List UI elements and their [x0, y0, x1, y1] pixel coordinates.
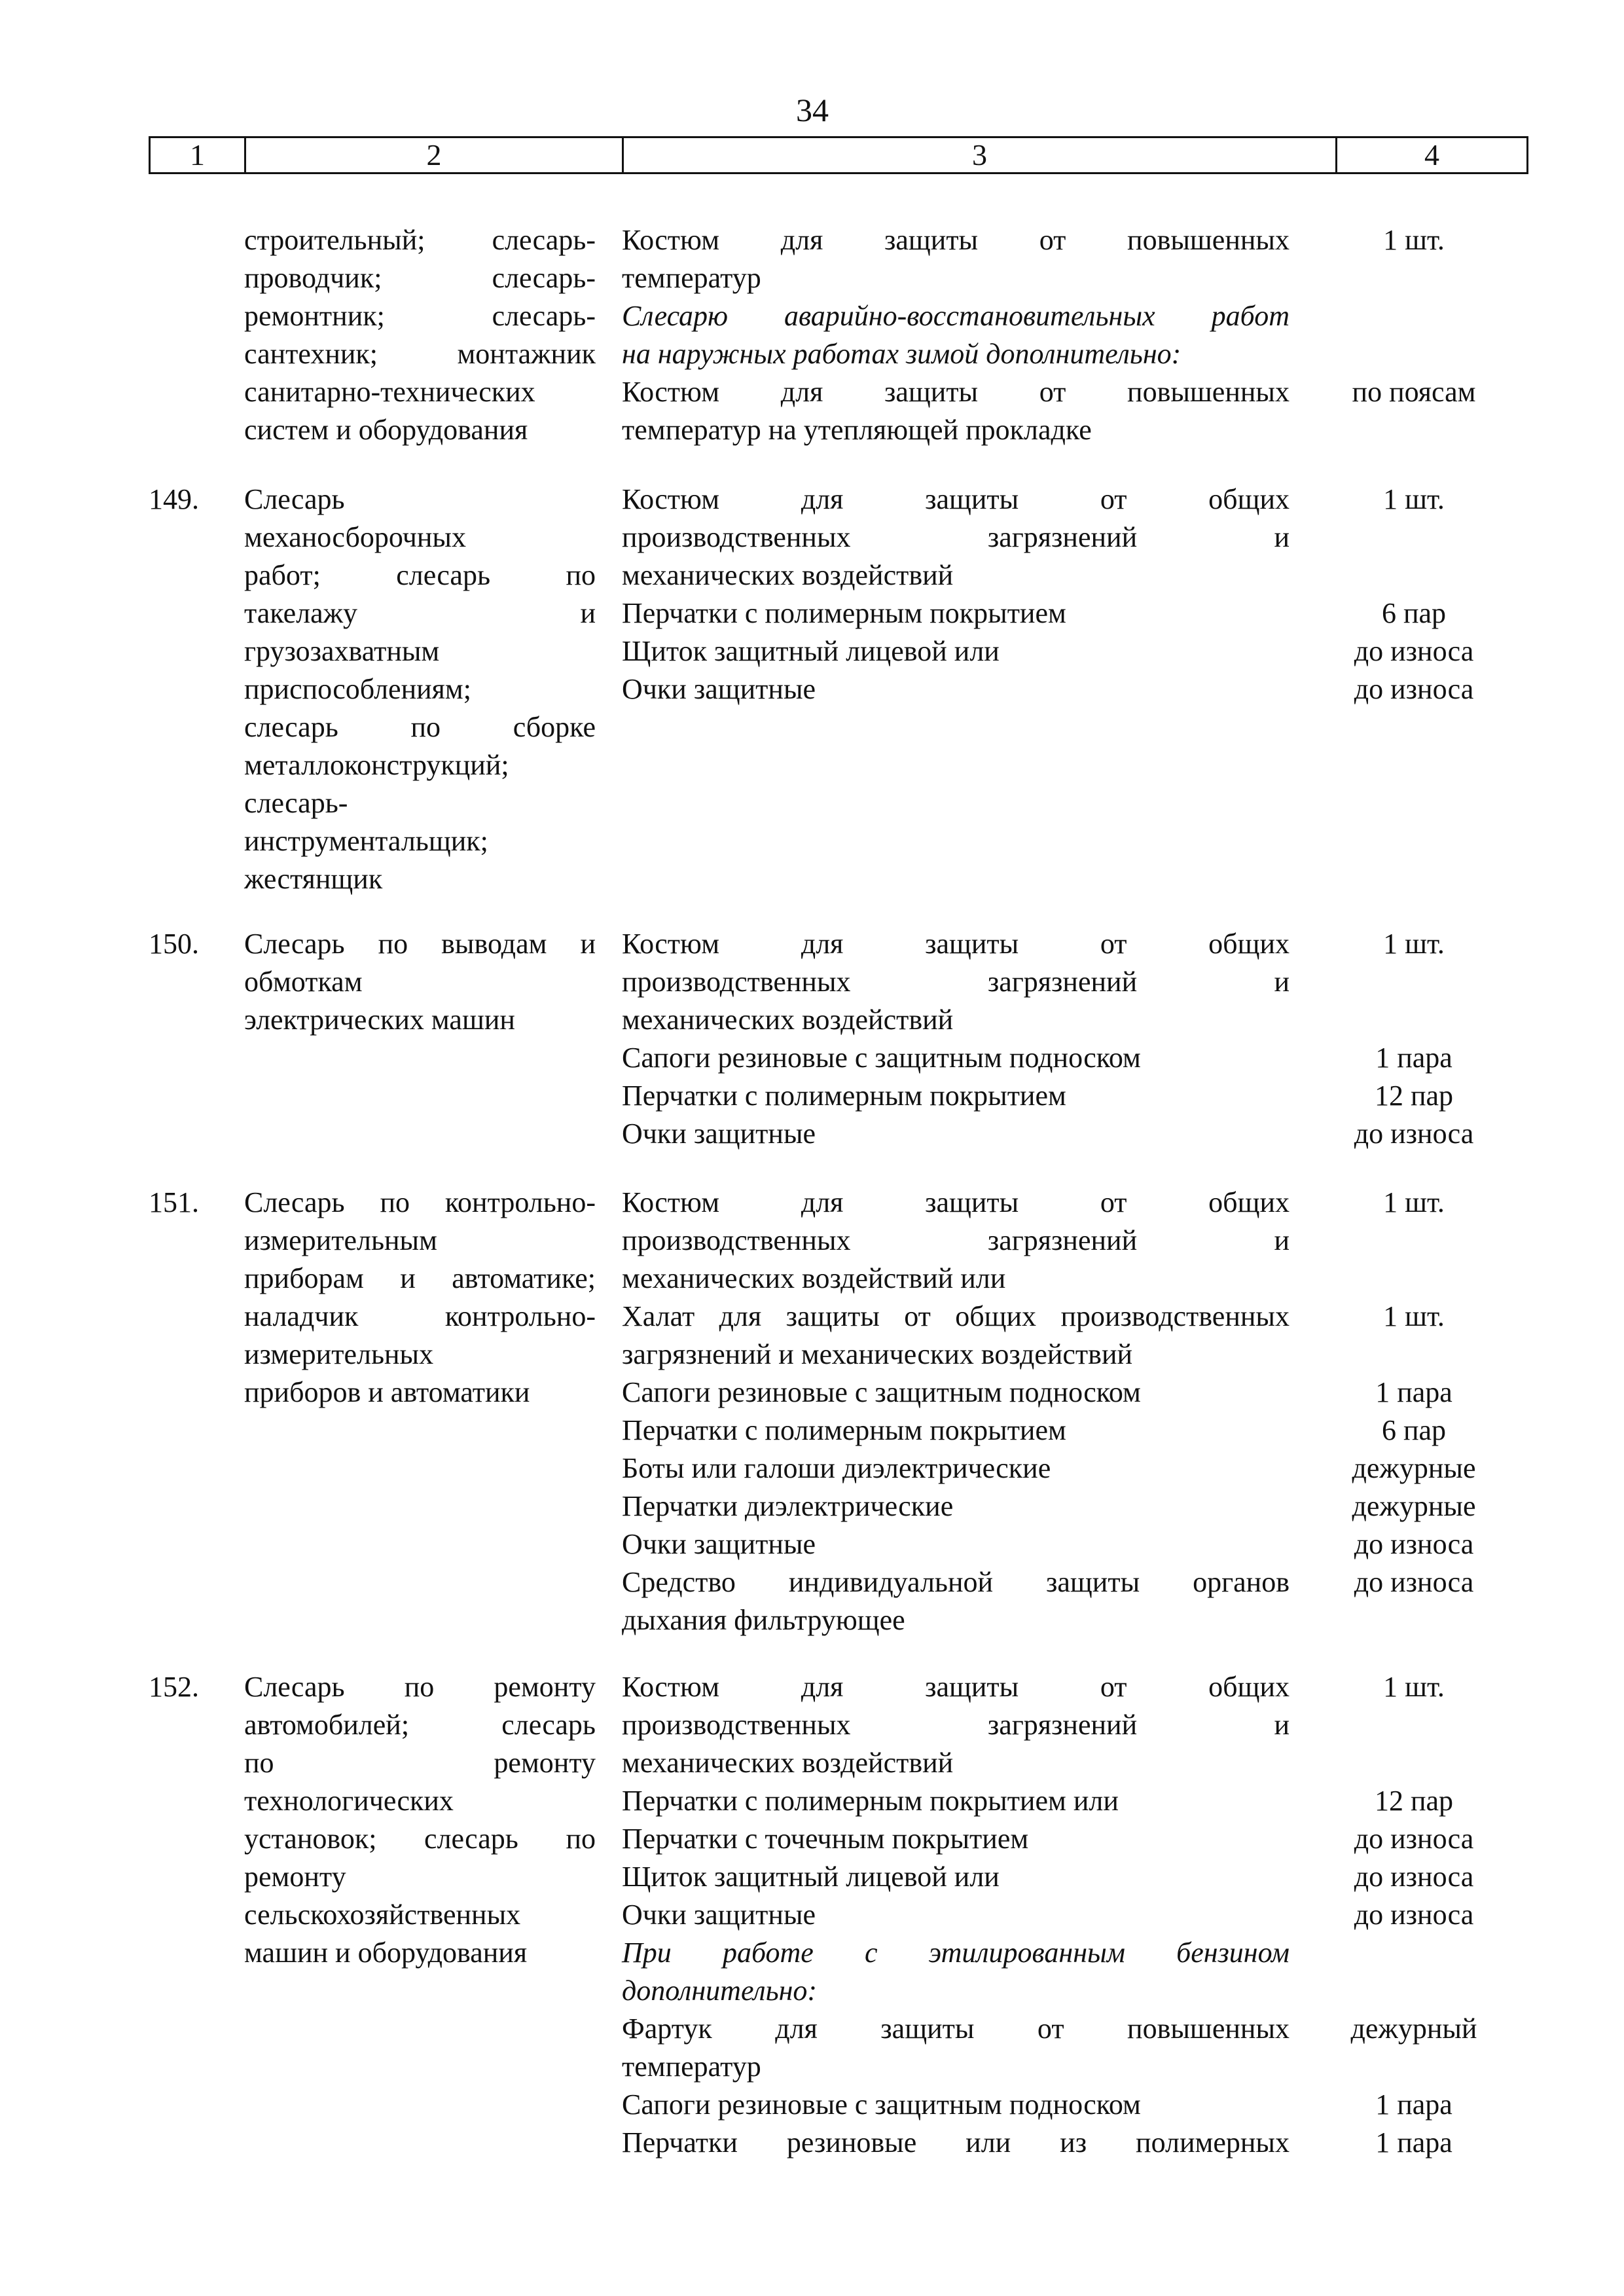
ppe-description: Халат для защиты от общих производственных [622, 1300, 1290, 1332]
ppe-row [622, 1374, 1624, 1412]
position-line: машин и оборудования [244, 1937, 528, 1969]
ppe-description: механических воздействий или [622, 1262, 1006, 1294]
ppe-description: Перчатки с полимерным покрытием или [622, 1785, 1119, 1817]
entry-number: 151. [149, 1186, 199, 1218]
ppe-row [622, 297, 1624, 335]
position-line: работ; слесарь по [244, 559, 596, 591]
position-line: строительный; слесарь- [244, 224, 596, 256]
ppe-row [622, 373, 1624, 411]
issue-norm: до износа [1354, 1528, 1474, 1560]
position-title [244, 481, 596, 898]
ppe-description: температур [622, 2050, 761, 2083]
issue-norm: 1 шт. [1383, 483, 1445, 515]
ppe-description: Сапоги резиновые с защитным подноском [622, 1376, 1141, 1408]
ppe-description: температур [622, 262, 761, 294]
ppe-description: загрязнений и механических воздействий [622, 1338, 1133, 1370]
issue-norm: 1 пара [1375, 1376, 1453, 1408]
ppe-row [622, 963, 1624, 1001]
position-line: слесарь- [244, 787, 348, 819]
position-line: измерительных [244, 1338, 434, 1370]
ppe-row [622, 1487, 1624, 1525]
position-line: грузозахватным [244, 635, 440, 667]
ppe-row [622, 632, 1624, 670]
ppe-description: Щиток защитный лицевой или [622, 1861, 1000, 1893]
ppe-description: Щиток защитный лицевой или [622, 635, 1000, 667]
position-line: систем и оборудования [244, 414, 528, 446]
page-number: 34 [796, 92, 829, 128]
ppe-row [622, 1336, 1624, 1374]
position-line: такелажу и [244, 597, 596, 629]
ppe-description: механических воздействий [622, 559, 954, 591]
ppe-description: механических воздействий [622, 1747, 954, 1779]
ppe-description: температур на утепляющей прокладке [622, 414, 1092, 446]
issue-norm: до износа [1354, 673, 1474, 705]
issue-norm: 1 шт. [1383, 928, 1445, 960]
ppe-row [622, 519, 1624, 556]
ppe-description: Перчатки с полимерным покрытием [622, 1414, 1066, 1446]
position-line: Слесарь по контрольно- [244, 1186, 596, 1218]
position-line: ремонту [244, 1861, 346, 1893]
position-line: проводчик; слесарь- [244, 262, 596, 294]
ppe-row [622, 2010, 1624, 2048]
ppe-description: Костюм для защиты от общих [622, 1671, 1290, 1703]
ppe-row [622, 1115, 1624, 1153]
position-line: наладчик контрольно- [244, 1300, 596, 1332]
issue-norm: 1 пара [1375, 2088, 1453, 2121]
entry-number: 150. [149, 928, 199, 960]
ppe-description: При работе с этилированным бензином [622, 1937, 1290, 1969]
position-line: измерительным [244, 1224, 437, 1256]
ppe-row [622, 670, 1624, 708]
position-line: сантехник; монтажник [244, 338, 596, 370]
position-line: сельскохозяйственных [244, 1899, 521, 1931]
ppe-description: Очки защитные [622, 673, 816, 705]
ppe-row [622, 1896, 1624, 1934]
column-header-4: 4 [1424, 138, 1439, 172]
position-line: установок; слесарь по [244, 1823, 596, 1855]
ppe-description: на наружных работах зимой дополнительно: [622, 338, 1182, 370]
ppe-row [622, 1298, 1624, 1336]
ppe-items [622, 1668, 1624, 2162]
ppe-description: Очки защитные [622, 1899, 816, 1931]
ppe-row [622, 411, 1624, 449]
position-line: Слесарь [244, 483, 345, 515]
ppe-row [622, 1668, 1624, 1706]
column-header-row [149, 136, 1528, 174]
ppe-row [622, 1934, 1624, 1972]
issue-norm: до износа [1354, 1566, 1474, 1598]
position-line: Слесарь по ремонту [244, 1671, 596, 1703]
ppe-row [622, 1858, 1624, 1896]
ppe-row [622, 1412, 1624, 1449]
ppe-description: дыхания фильтрующее [622, 1604, 905, 1636]
ppe-row [622, 1222, 1624, 1260]
ppe-description: Перчатки с полимерным покрытием [622, 1080, 1066, 1112]
ppe-items [622, 1184, 1624, 1639]
position-line: приспособлениям; [244, 673, 471, 705]
column-header-3: 3 [624, 138, 1337, 172]
position-title [244, 221, 596, 449]
position-line: обмоткам [244, 966, 363, 998]
issue-norm: до износа [1354, 635, 1474, 667]
ppe-row [622, 1449, 1624, 1487]
position-line: слесарь по сборке [244, 711, 596, 743]
entry-number: 152. [149, 1671, 199, 1703]
column-header-1: 1 [151, 138, 246, 172]
ppe-description: механических воздействий [622, 1004, 954, 1036]
issue-norm: дежурные [1352, 1452, 1476, 1484]
ppe-row [622, 1525, 1624, 1563]
ppe-row [622, 259, 1624, 297]
ppe-row [622, 1601, 1624, 1639]
ppe-description: Перчатки с полимерным покрытием [622, 597, 1066, 629]
position-line: инструментальщик; [244, 825, 488, 857]
ppe-row [622, 2124, 1624, 2162]
ppe-description: Костюм для защиты от общих [622, 483, 1290, 515]
ppe-items [622, 481, 1624, 708]
issue-norm: 12 пар [1374, 1785, 1454, 1817]
column-header-2: 2 [246, 138, 624, 172]
ppe-description: Костюм для защиты от общих [622, 1186, 1290, 1218]
ppe-row [622, 925, 1624, 963]
ppe-row [622, 1972, 1624, 2010]
ppe-items [622, 925, 1624, 1153]
position-line: автомобилей; слесарь [244, 1709, 596, 1741]
ppe-row [622, 1782, 1624, 1820]
ppe-row [622, 1820, 1624, 1858]
ppe-description: Средство индивидуальной защиты органов [622, 1566, 1290, 1598]
issue-norm: 1 шт. [1383, 1300, 1445, 1332]
issue-norm: 1 шт. [1383, 224, 1445, 256]
position-line: приборов и автоматики [244, 1376, 530, 1408]
issue-norm: 1 пара [1375, 1042, 1453, 1074]
ppe-row [622, 1039, 1624, 1077]
ppe-row [622, 481, 1624, 519]
position-line: приборам и автоматике; [244, 1262, 596, 1294]
ppe-row [622, 1077, 1624, 1115]
ppe-description: Очки защитные [622, 1528, 816, 1560]
position-line: механосборочных [244, 521, 466, 553]
position-line: санитарно-технических [244, 376, 535, 408]
position-line: по ремонту [244, 1747, 596, 1779]
ppe-row [622, 221, 1624, 259]
ppe-description: Фартук для защиты от повышенных [622, 2013, 1290, 2045]
ppe-row [622, 1184, 1624, 1222]
position-line: Слесарь по выводам и [244, 928, 596, 960]
ppe-row [622, 1744, 1624, 1782]
issue-norm: по поясам [1352, 376, 1476, 408]
ppe-description: Костюм для защиты от повышенных [622, 224, 1290, 256]
position-title [244, 1184, 596, 1412]
issue-norm: 1 пара [1375, 2126, 1453, 2159]
issue-norm: 1 шт. [1383, 1186, 1445, 1218]
position-line: технологических [244, 1785, 454, 1817]
ppe-row [622, 594, 1624, 632]
ppe-description: Слесарю аварийно-восстановительных работ [622, 300, 1290, 332]
ppe-description: дополнительно: [622, 1975, 818, 2007]
issue-norm: 6 пар [1381, 1414, 1447, 1446]
issue-norm: до износа [1354, 1823, 1474, 1855]
issue-norm: до износа [1354, 1899, 1474, 1931]
ppe-description: Очки защитные [622, 1118, 816, 1150]
issue-norm: дежурный [1350, 2013, 1477, 2045]
issue-norm: дежурные [1352, 1490, 1476, 1522]
ppe-description: производственных загрязнений и [622, 521, 1290, 553]
ppe-row [622, 1001, 1624, 1039]
ppe-items [622, 221, 1624, 449]
ppe-row [622, 2048, 1624, 2086]
position-line: ремонтник; слесарь- [244, 300, 596, 332]
ppe-description: Сапоги резиновые с защитным подноском [622, 1042, 1141, 1074]
position-line: металлоконструкций; [244, 749, 509, 781]
position-line: жестянщик [244, 863, 383, 895]
ppe-description: Костюм для защиты от общих [622, 928, 1290, 960]
issue-norm: 6 пар [1381, 597, 1447, 629]
ppe-row [622, 335, 1624, 373]
ppe-description: Костюм для защиты от повышенных [622, 376, 1290, 408]
issue-norm: до износа [1354, 1118, 1474, 1150]
ppe-description: производственных загрязнений и [622, 1224, 1290, 1256]
ppe-description: Боты или галоши диэлектрические [622, 1452, 1051, 1484]
ppe-row [622, 1260, 1624, 1298]
ppe-description: Сапоги резиновые с защитным подноском [622, 2088, 1141, 2121]
ppe-description: Перчатки диэлектрические [622, 1490, 954, 1522]
issue-norm: 12 пар [1374, 1080, 1454, 1112]
position-line: электрических машин [244, 1004, 515, 1036]
ppe-row [622, 1706, 1624, 1744]
ppe-description: Перчатки резиновые или из полимерных [622, 2126, 1290, 2159]
issue-norm: 1 шт. [1383, 1671, 1445, 1703]
ppe-row [622, 1563, 1624, 1601]
ppe-description: производственных загрязнений и [622, 1709, 1290, 1741]
ppe-description: производственных загрязнений и [622, 966, 1290, 998]
ppe-row [622, 2086, 1624, 2124]
position-title [244, 1668, 596, 1972]
entry-number: 149. [149, 483, 199, 515]
position-title [244, 925, 596, 1039]
ppe-description: Перчатки с точечным покрытием [622, 1823, 1029, 1855]
issue-norm: до износа [1354, 1861, 1474, 1893]
ppe-row [622, 556, 1624, 594]
